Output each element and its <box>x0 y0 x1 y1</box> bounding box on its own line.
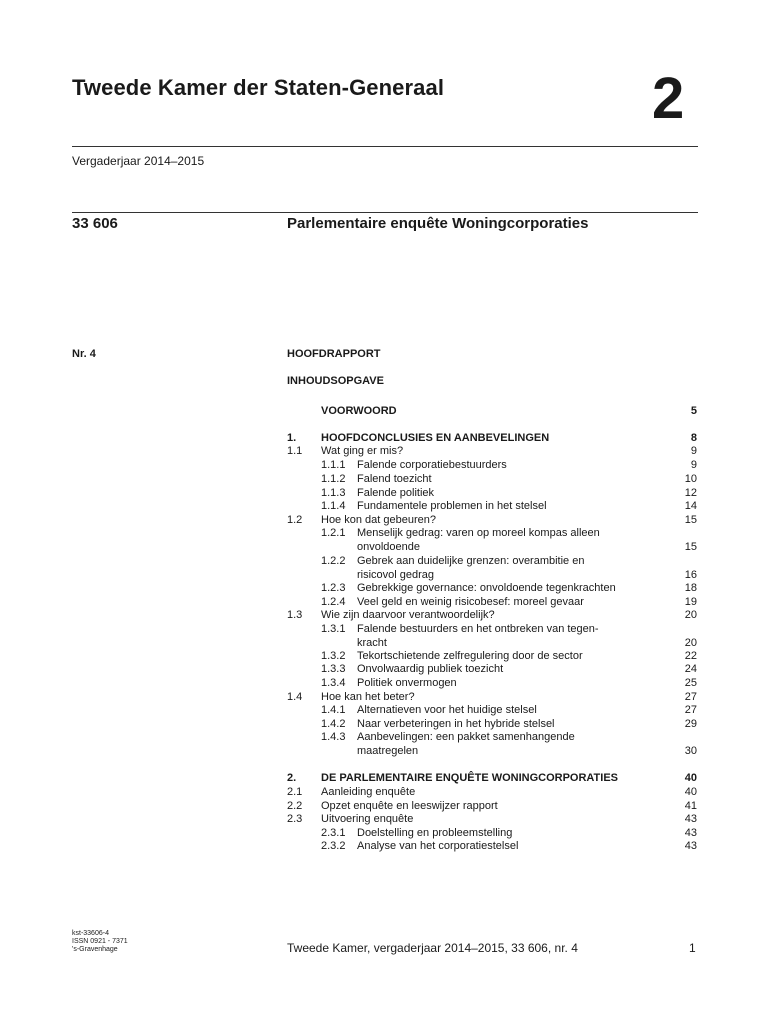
toc-entry-page: 24 <box>684 663 697 675</box>
toc-entry-page: 9 <box>690 445 697 457</box>
toc-entry-number: 2.2 <box>287 800 303 812</box>
toc-entry <box>0 649 768 663</box>
footer-page-number: 1 <box>689 941 696 955</box>
toc-entry <box>0 636 768 650</box>
toc-entry-page: 43 <box>684 840 697 852</box>
toc-entry-label: Analyse van het corporatiestelsel <box>357 840 519 852</box>
toc-entry-number: 1.3.4 <box>321 677 346 689</box>
toc-entry-number: 2.3.1 <box>321 827 346 839</box>
toc-entry-label: Wie zijn daarvoor verantwoordelijk? <box>321 609 495 621</box>
toc-entry-number: 1.4 <box>287 691 303 703</box>
toc-entry-page: 27 <box>684 704 697 716</box>
toc-entry-label: Naar verbeteringen in het hybride stelsel <box>357 718 555 730</box>
toc-entry-page: 20 <box>684 609 697 621</box>
toc-entry <box>0 540 768 554</box>
footer-citation: Tweede Kamer, vergaderjaar 2014–2015, 33 606, nr. 4 <box>287 941 578 955</box>
toc-entry <box>0 568 768 582</box>
toc-entry-label: Alternatieven voor het huidige stelsel <box>357 704 537 716</box>
toc-entry-label: Tekortschietende zelfregulering door de sector <box>357 650 583 662</box>
toc-entry <box>0 404 768 418</box>
toc-entry-label: Aanleiding enquête <box>321 786 416 798</box>
toc-entry-number: 1.2.2 <box>321 555 346 567</box>
toc-heading: INHOUDSOPGAVE <box>287 375 384 387</box>
page-title: Tweede Kamer der Staten-Generaal <box>72 75 445 100</box>
document-divider <box>72 212 698 213</box>
toc-entry <box>0 554 768 568</box>
toc-entry <box>0 431 768 445</box>
footer-meta-line: kst-33606-4 <box>72 930 109 937</box>
toc-entry-page: 20 <box>684 637 697 649</box>
toc-entry-number: 1.4.1 <box>321 704 346 716</box>
toc-entry <box>0 785 768 799</box>
toc-entry-page: 16 <box>684 569 697 581</box>
toc-entry-page: 14 <box>684 500 697 512</box>
toc-entry <box>0 717 768 731</box>
toc-entry-label: Falende corporatiebestuurders <box>357 459 507 471</box>
toc-entry-label: Falende bestuurders en het ontbreken van tegen- <box>357 623 599 635</box>
document-number: 33 606 <box>72 215 118 232</box>
toc-entry-label: VOORWOORD <box>321 405 397 417</box>
toc-entry-label: Aanbevelingen: een pakket samenhangende <box>357 731 575 743</box>
toc-entry <box>0 744 768 758</box>
toc-entry-label: Wat ging er mis? <box>321 445 404 457</box>
toc-entry-label: DE PARLEMENTAIRE ENQUÊTE WONINGCORPORATIES <box>321 772 619 784</box>
toc-entry <box>0 581 768 595</box>
toc-entry-label: Doelstelling en probleemstelling <box>357 827 513 839</box>
toc-entry-number: 2.1 <box>287 786 303 798</box>
toc-entry-number: 1.3.1 <box>321 623 346 635</box>
toc-entry <box>0 771 768 785</box>
header-divider <box>72 146 698 147</box>
toc-entry-page: 19 <box>684 596 697 608</box>
toc-entry-label: maatregelen <box>357 745 419 757</box>
toc-entry-number: 1.3.2 <box>321 650 346 662</box>
toc-entry-label: kracht <box>357 637 387 649</box>
toc-entry-page: 5 <box>690 405 697 417</box>
toc-entry-page: 30 <box>684 745 697 757</box>
toc-entry-label: Veel geld en weinig risicobesef: moreel gevaar <box>357 596 584 608</box>
toc-entry-label: HOOFDCONCLUSIES EN AANBEVELINGEN <box>321 432 550 444</box>
toc-entry <box>0 472 768 486</box>
toc-entry <box>0 486 768 500</box>
toc-entry-number: 1. <box>287 432 297 444</box>
toc-entry-page: 40 <box>684 772 697 784</box>
toc-entry-page: 43 <box>684 813 697 825</box>
toc-entry-page: 25 <box>684 677 697 689</box>
toc-entry <box>0 812 768 826</box>
publication-number: 2 <box>652 66 685 131</box>
toc-entry-number: 1.2.1 <box>321 527 346 539</box>
toc-entry <box>0 444 768 458</box>
toc-entry-number: 1.4.3 <box>321 731 346 743</box>
toc-entry-label: Politiek onvermogen <box>357 677 457 689</box>
toc-entry-number: 2. <box>287 772 297 784</box>
toc-entry-label: Falende politiek <box>357 487 435 499</box>
toc-entry-page: 43 <box>684 827 697 839</box>
toc-entry-label: Opzet enquête en leeswijzer rapport <box>321 800 498 812</box>
toc-entry-page: 41 <box>684 800 697 812</box>
toc-entry-label: Hoe kon dat gebeuren? <box>321 514 436 526</box>
toc-entry-number: 1.1.3 <box>321 487 346 499</box>
toc-entry <box>0 513 768 527</box>
toc-entry-number: 1.1.2 <box>321 473 346 485</box>
footer-meta-line: 's-Gravenhage <box>72 946 118 953</box>
toc-entry-label: Hoe kan het beter? <box>321 691 415 703</box>
toc-entry-page: 18 <box>684 582 697 594</box>
toc-entry-page: 12 <box>684 487 697 499</box>
toc-entry-number: 1.2.4 <box>321 596 346 608</box>
toc-entry <box>0 690 768 704</box>
toc-entry-number: 1.3 <box>287 609 303 621</box>
toc-entry-label: Uitvoering enquête <box>321 813 414 825</box>
toc-entry-number: 1.2.3 <box>321 582 346 594</box>
toc-entry-page: 10 <box>684 473 697 485</box>
toc-entry <box>0 622 768 636</box>
toc-entry <box>0 608 768 622</box>
toc-entry <box>0 826 768 840</box>
toc-entry <box>0 499 768 513</box>
toc-entry-page: 15 <box>684 541 697 553</box>
toc-entry-page: 9 <box>690 459 697 471</box>
toc-entry-page: 8 <box>690 432 697 444</box>
toc-entry <box>0 526 768 540</box>
toc-entry-page: 27 <box>684 691 697 703</box>
toc-entry-page: 15 <box>684 514 697 526</box>
toc-entry-label: Gebrekkige governance: onvoldoende tegenkrachten <box>357 582 616 594</box>
footer-meta <box>72 930 128 954</box>
toc-entry-number: 2.3.2 <box>321 840 346 852</box>
toc-entry-page: 40 <box>684 786 697 798</box>
toc-entry-page: 22 <box>684 650 697 662</box>
toc-entry-label: Onvolwaardig publiek toezicht <box>357 663 504 675</box>
toc-entry <box>0 799 768 813</box>
document-nr: Nr. 4 <box>72 348 96 360</box>
footer-meta-line: ISSN 0921 - 7371 <box>72 938 128 945</box>
toc-entry <box>0 662 768 676</box>
toc-entry-label: onvoldoende <box>357 541 421 553</box>
session-year: Vergaderjaar 2014–2015 <box>72 154 205 168</box>
toc-entry <box>0 676 768 690</box>
toc-entry-label: Fundamentele problemen in het stelsel <box>357 500 547 512</box>
toc-entry-number: 1.3.3 <box>321 663 346 675</box>
toc-entry <box>0 458 768 472</box>
toc-entry-label: risicovol gedrag <box>357 569 435 581</box>
toc-entry-number: 2.3 <box>287 813 303 825</box>
toc-entry <box>0 730 768 744</box>
toc-entry-label: Gebrek aan duidelijke grenzen: overambitie en <box>357 555 585 567</box>
document-title: Parlementaire enquête Woningcorporaties <box>287 215 589 232</box>
toc-entry <box>0 839 768 853</box>
toc-entry <box>0 703 768 717</box>
toc-entry-page: 29 <box>684 718 697 730</box>
toc-entry-number: 1.4.2 <box>321 718 346 730</box>
toc-entry-number: 1.1.1 <box>321 459 346 471</box>
toc-entry-number: 1.2 <box>287 514 303 526</box>
toc-entry-label: Falend toezicht <box>357 473 432 485</box>
toc-entry-number: 1.1 <box>287 445 303 457</box>
toc-entry-number: 1.1.4 <box>321 500 346 512</box>
toc-entry-label: Menselijk gedrag: varen op moreel kompas alleen <box>357 527 600 539</box>
report-type: HOOFDRAPPORT <box>287 348 381 360</box>
toc-entry <box>0 595 768 609</box>
